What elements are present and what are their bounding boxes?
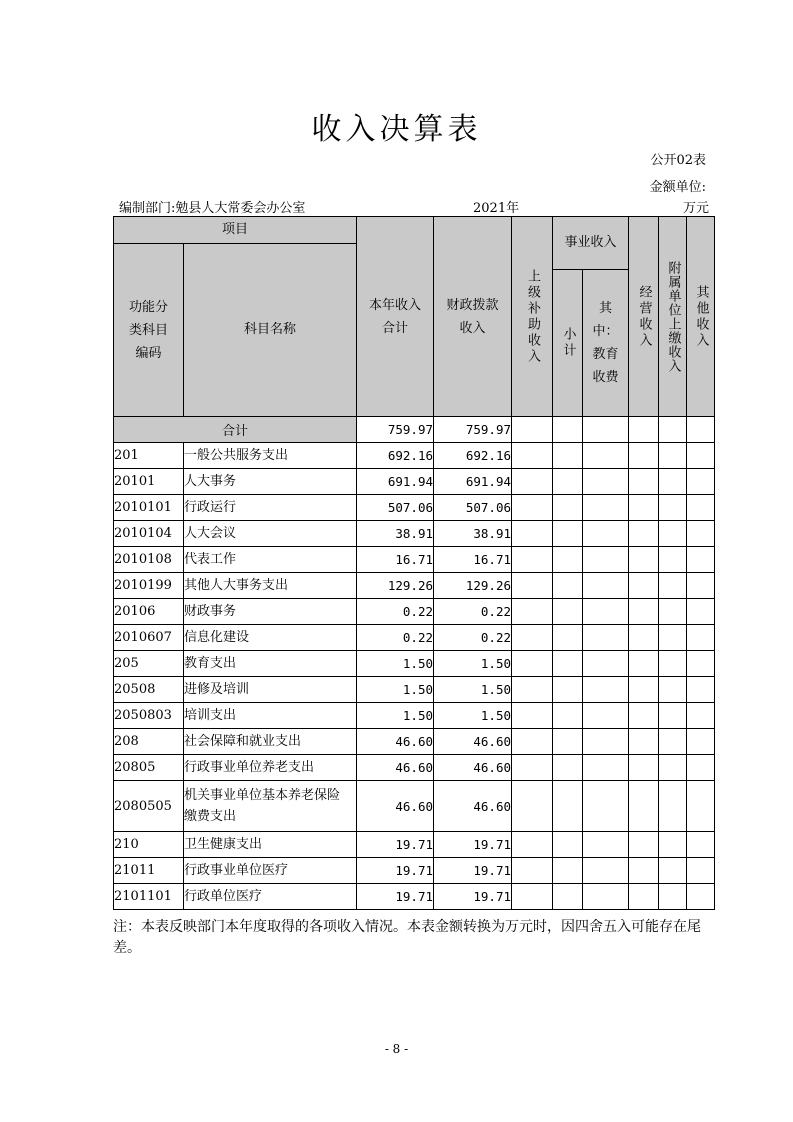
row-total: 16.71 [357,547,434,573]
header-business-subtotal: 小计 [553,270,583,417]
total-label: 合计 [114,417,357,443]
row-name: 信息化建设 [184,625,357,651]
row-code: 20106 [114,599,184,625]
empty-cell [659,469,687,495]
row-total: 1.50 [357,651,434,677]
row-name: 人大事务 [184,469,357,495]
empty-cell [659,495,687,521]
empty-cell [583,832,629,858]
row-total: 129.26 [357,573,434,599]
table-row [114,495,715,521]
empty-cell [553,443,583,469]
table-row [114,677,715,703]
row-total: 692.16 [357,443,434,469]
empty-cell [629,573,659,599]
header-affiliated: 附属单位上缴收入 [659,217,687,417]
empty-cell [583,443,629,469]
empty-cell [659,858,687,884]
empty-cell [512,469,553,495]
table-row [114,755,715,781]
empty-cell [629,858,659,884]
empty-cell [553,469,583,495]
empty-cell [629,884,659,910]
empty-cell [687,703,715,729]
row-total: 1.50 [357,703,434,729]
empty-cell [583,625,629,651]
row-name: 行政运行 [184,495,357,521]
table-row [114,469,715,495]
empty-cell [629,651,659,677]
empty-cell [629,677,659,703]
report-year: 2021年 [473,201,520,216]
empty-cell [512,781,553,832]
row-fiscal: 691.94 [434,469,512,495]
row-code: 2101101 [114,884,184,910]
row-fiscal: 38.91 [434,521,512,547]
department-name: 勉县人大常委会办公室 [175,201,306,216]
empty-cell [629,625,659,651]
row-name: 人大会议 [184,521,357,547]
row-total: 46.60 [357,755,434,781]
empty-cell [553,832,583,858]
row-code: 205 [114,651,184,677]
empty-cell [659,884,687,910]
empty-cell [553,781,583,832]
page-title: 收入决算表 [311,112,482,147]
empty-cell [553,858,583,884]
row-name: 机关事业单位基本养老保险缴费支出 [184,781,357,832]
table-row [114,443,715,469]
header-total: 本年收入合计 [357,217,434,417]
empty-cell [659,443,687,469]
empty-cell [553,884,583,910]
row-code: 2010101 [114,495,184,521]
empty-cell [659,625,687,651]
row-total: 0.22 [357,599,434,625]
row-fiscal: 0.22 [434,599,512,625]
empty-cell [659,677,687,703]
empty-cell [659,755,687,781]
empty-cell [687,677,715,703]
empty-cell [553,625,583,651]
empty-cell [629,495,659,521]
header-superior-subsidy: 上级补助收入 [512,217,553,417]
row-fiscal: 692.16 [434,443,512,469]
empty-cell [687,573,715,599]
row-code: 20508 [114,677,184,703]
header-business-education: 其中：教育收费 [583,270,629,417]
report-meta-row [113,197,713,215]
table-note: 注：本表反映部门本年度取得的各项收入情况。本表金额转换为万元时，因四舍五入可能存在尾差。 [113,919,701,956]
row-fiscal: 19.71 [434,858,512,884]
empty-cell [583,599,629,625]
empty-cell [659,651,687,677]
empty-cell [512,573,553,599]
table-row [114,573,715,599]
income-table [113,216,715,910]
row-fiscal: 1.50 [434,651,512,677]
empty-cell [512,832,553,858]
table-body [114,417,715,910]
row-code: 210 [114,832,184,858]
row-name: 行政事业单位养老支出 [184,755,357,781]
empty-cell [583,573,629,599]
empty-cell [629,781,659,832]
empty-cell [583,884,629,910]
empty-cell [512,858,553,884]
empty-cell [687,625,715,651]
row-fiscal: 46.60 [434,755,512,781]
empty-cell [512,677,553,703]
empty-cell [583,651,629,677]
empty-cell [659,521,687,547]
row-code: 2010108 [114,547,184,573]
row-total: 46.60 [357,729,434,755]
empty-cell [629,521,659,547]
row-code: 2050803 [114,703,184,729]
empty-cell [687,469,715,495]
empty-cell [659,781,687,832]
empty-cell [629,703,659,729]
empty-cell [553,729,583,755]
header-other: 其他收入 [687,217,715,417]
table-row [114,832,715,858]
row-fiscal: 507.06 [434,495,512,521]
empty-cell [687,495,715,521]
row-fiscal: 19.71 [434,832,512,858]
department [119,197,305,216]
row-name: 财政事务 [184,599,357,625]
table-row [114,625,715,651]
row-name: 进修及培训 [184,677,357,703]
empty-cell [687,599,715,625]
table-row [114,858,715,884]
empty-cell [583,781,629,832]
row-code: 201 [114,443,184,469]
empty-cell [659,729,687,755]
empty-cell [687,547,715,573]
total-row [114,417,715,443]
row-name: 代表工作 [184,547,357,573]
row-name: 一般公共服务支出 [184,443,357,469]
empty-cell [583,495,629,521]
empty-cell [512,651,553,677]
empty-cell [583,755,629,781]
empty-cell [512,495,553,521]
empty-cell [583,703,629,729]
empty-cell [687,755,715,781]
row-total: 19.71 [357,858,434,884]
empty-cell [553,677,583,703]
empty-cell [629,599,659,625]
header-fiscal: 财政拨款收入 [434,217,512,417]
empty-cell [512,599,553,625]
row-total: 19.71 [357,884,434,910]
empty-cell [512,443,553,469]
row-name: 行政事业单位医疗 [184,858,357,884]
empty-cell [512,703,553,729]
row-fiscal: 16.71 [434,547,512,573]
empty-cell [553,521,583,547]
row-total: 0.22 [357,625,434,651]
table-row [114,884,715,910]
total-amount: 759.97 [357,417,434,443]
empty-cell [629,443,659,469]
empty-cell [659,703,687,729]
empty-cell [583,469,629,495]
row-total: 507.06 [357,495,434,521]
empty-cell [687,858,715,884]
empty-cell [553,703,583,729]
table-row [114,521,715,547]
row-code: 2010104 [114,521,184,547]
row-name: 培训支出 [184,703,357,729]
empty-cell [553,495,583,521]
empty-cell [553,547,583,573]
empty-cell [629,755,659,781]
amount-unit-label: 金额单位: [649,180,706,195]
row-fiscal: 46.60 [434,729,512,755]
empty-cell [687,832,715,858]
row-total: 19.71 [357,832,434,858]
empty-cell [512,625,553,651]
header-code: 功能分类科目编码 [114,244,184,417]
header-business: 事业收入 [553,217,629,270]
header-item: 项目 [114,217,357,244]
row-fiscal: 129.26 [434,573,512,599]
header-name: 科目名称 [184,244,357,417]
row-code: 208 [114,729,184,755]
empty-cell [659,547,687,573]
empty-cell [553,599,583,625]
empty-cell [512,755,553,781]
total-fiscal: 759.97 [434,417,512,443]
department-label: 编制部门: [119,201,176,216]
empty-cell [512,884,553,910]
row-total: 1.50 [357,677,434,703]
empty-cell [687,521,715,547]
row-fiscal: 46.60 [434,781,512,832]
empty-cell [659,573,687,599]
row-fiscal: 1.50 [434,703,512,729]
empty-cell [553,573,583,599]
empty-cell [659,599,687,625]
table-row [114,703,715,729]
empty-cell [583,521,629,547]
empty-cell [583,729,629,755]
form-number: 公开02表 [650,153,706,168]
table-row [114,599,715,625]
empty-cell [687,729,715,755]
empty-cell [629,547,659,573]
row-code: 2080505 [114,781,184,832]
row-code: 20101 [114,469,184,495]
row-total: 38.91 [357,521,434,547]
table-row [114,651,715,677]
row-name: 卫生健康支出 [184,832,357,858]
table-row [114,781,715,832]
empty-cell [687,651,715,677]
empty-cell [687,884,715,910]
row-fiscal: 1.50 [434,677,512,703]
row-fiscal: 0.22 [434,625,512,651]
row-name: 社会保障和就业支出 [184,729,357,755]
empty-cell [629,469,659,495]
empty-cell [687,443,715,469]
empty-cell [553,755,583,781]
row-total: 46.60 [357,781,434,832]
table-row [114,547,715,573]
empty-cell [629,729,659,755]
page-number: - 8 - [384,1042,409,1056]
empty-cell [553,651,583,677]
empty-cell [659,832,687,858]
empty-cell [687,781,715,832]
empty-cell [629,832,659,858]
table-row [114,729,715,755]
row-name: 教育支出 [184,651,357,677]
empty-cell [512,521,553,547]
row-code: 2010607 [114,625,184,651]
row-fiscal: 19.71 [434,884,512,910]
row-name: 其他人大事务支出 [184,573,357,599]
empty-cell [512,729,553,755]
row-total: 691.94 [357,469,434,495]
empty-cell [512,547,553,573]
row-name: 行政单位医疗 [184,884,357,910]
empty-cell [583,547,629,573]
amount-unit: 万元 [682,201,709,216]
row-code: 21011 [114,858,184,884]
empty-cell [583,858,629,884]
row-code: 20805 [114,755,184,781]
empty-cell [583,677,629,703]
row-code: 2010199 [114,573,184,599]
header-operating: 经营收入 [629,217,659,417]
